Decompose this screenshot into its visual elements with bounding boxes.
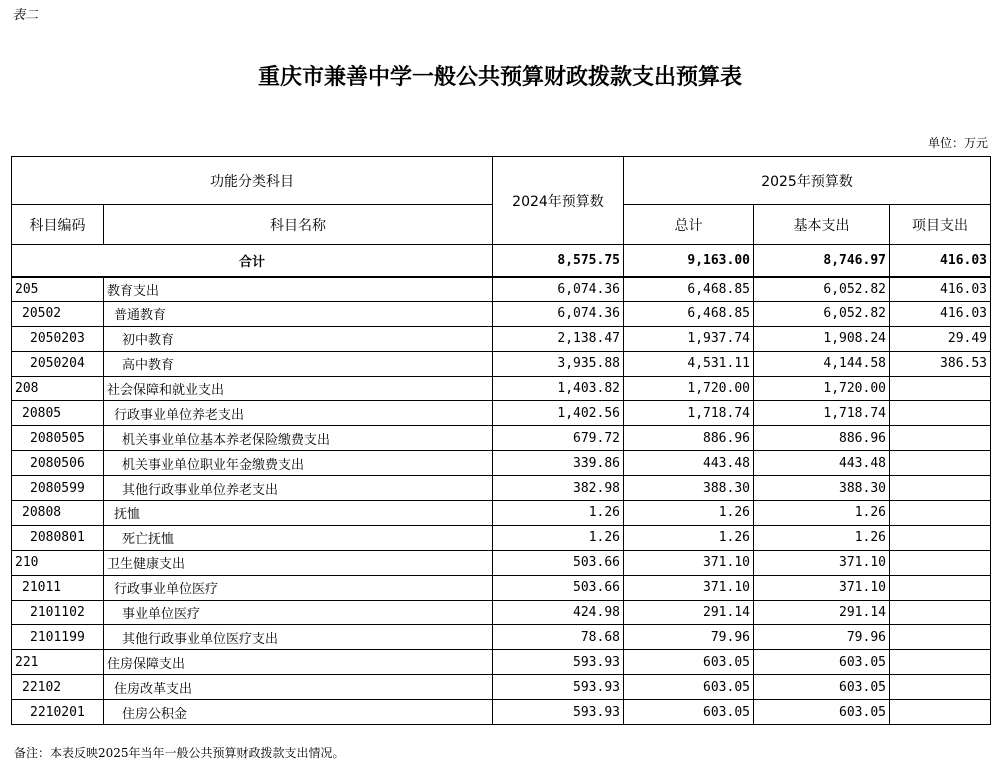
header-prev-budget: 2024年预算数 bbox=[493, 157, 624, 245]
total-row bbox=[12, 245, 991, 277]
row-code: 2210201 bbox=[12, 700, 104, 725]
row-project bbox=[890, 700, 991, 725]
row-project bbox=[890, 525, 991, 550]
row-name: 机关事业单位基本养老保险缴费支出 bbox=[104, 426, 493, 451]
row-project bbox=[890, 550, 991, 575]
row-prev: 78.68 bbox=[493, 625, 624, 650]
row-total: 1,718.74 bbox=[624, 401, 754, 426]
row-prev: 424.98 bbox=[493, 600, 624, 625]
row-prev: 1,402.56 bbox=[493, 401, 624, 426]
row-prev: 503.66 bbox=[493, 550, 624, 575]
row-basic: 1,908.24 bbox=[754, 326, 890, 351]
row-name: 事业单位医疗 bbox=[104, 600, 493, 625]
row-code: 22102 bbox=[12, 675, 104, 700]
row-basic: 603.05 bbox=[754, 675, 890, 700]
row-prev: 1.26 bbox=[493, 525, 624, 550]
row-total: 443.48 bbox=[624, 451, 754, 476]
row-name: 普通教育 bbox=[104, 301, 493, 326]
row-basic: 1,720.00 bbox=[754, 376, 890, 401]
row-project bbox=[890, 600, 991, 625]
header-curr-budget: 2025年预算数 bbox=[624, 157, 991, 205]
row-prev: 6,074.36 bbox=[493, 277, 624, 302]
table-row bbox=[12, 451, 991, 476]
table-row bbox=[12, 351, 991, 376]
page-title: 重庆市兼善中学一般公共预算财政拨款支出预算表 bbox=[257, 65, 742, 90]
row-basic: 1.26 bbox=[754, 501, 890, 526]
row-project bbox=[890, 401, 991, 426]
row-prev: 3,935.88 bbox=[493, 351, 624, 376]
row-basic: 371.10 bbox=[754, 575, 890, 600]
row-basic: 443.48 bbox=[754, 451, 890, 476]
row-project bbox=[890, 501, 991, 526]
row-prev: 2,138.47 bbox=[493, 326, 624, 351]
row-basic: 886.96 bbox=[754, 426, 890, 451]
row-name: 死亡抚恤 bbox=[104, 525, 493, 550]
row-name: 其他行政事业单位医疗支出 bbox=[104, 625, 493, 650]
row-total: 603.05 bbox=[624, 700, 754, 725]
row-code: 20502 bbox=[12, 301, 104, 326]
total-prev: 8,575.75 bbox=[493, 245, 624, 277]
row-name: 抚恤 bbox=[104, 501, 493, 526]
row-basic: 6,052.82 bbox=[754, 301, 890, 326]
row-basic: 6,052.82 bbox=[754, 277, 890, 302]
header-total: 总计 bbox=[624, 205, 754, 245]
row-project bbox=[890, 476, 991, 501]
row-total: 1,720.00 bbox=[624, 376, 754, 401]
row-total: 1,937.74 bbox=[624, 326, 754, 351]
row-total: 1.26 bbox=[624, 501, 754, 526]
row-code: 21011 bbox=[12, 575, 104, 600]
table-row bbox=[12, 700, 991, 725]
row-total: 371.10 bbox=[624, 550, 754, 575]
table-row bbox=[12, 625, 991, 650]
total-label: 合计 bbox=[12, 245, 493, 277]
row-name: 行政事业单位养老支出 bbox=[104, 401, 493, 426]
table-row bbox=[12, 326, 991, 351]
row-total: 4,531.11 bbox=[624, 351, 754, 376]
row-prev: 1,403.82 bbox=[493, 376, 624, 401]
row-total: 886.96 bbox=[624, 426, 754, 451]
row-prev: 593.93 bbox=[493, 700, 624, 725]
header-basic: 基本支出 bbox=[754, 205, 890, 245]
row-code: 2050204 bbox=[12, 351, 104, 376]
table-row bbox=[12, 476, 991, 501]
row-total: 6,468.85 bbox=[624, 277, 754, 302]
row-name: 高中教育 bbox=[104, 351, 493, 376]
row-code: 210 bbox=[12, 550, 104, 575]
row-project: 416.03 bbox=[890, 301, 991, 326]
row-total: 603.05 bbox=[624, 675, 754, 700]
row-project bbox=[890, 650, 991, 675]
row-basic: 1.26 bbox=[754, 525, 890, 550]
table-row bbox=[12, 426, 991, 451]
row-code: 2050203 bbox=[12, 326, 104, 351]
row-prev: 339.86 bbox=[493, 451, 624, 476]
footnote: 备注：本表反映2025年当年一般公共预算财政拨款支出情况。 bbox=[14, 746, 345, 760]
budget-table bbox=[11, 156, 991, 725]
header-code: 科目编码 bbox=[12, 205, 104, 245]
row-code: 20805 bbox=[12, 401, 104, 426]
row-project bbox=[890, 675, 991, 700]
row-basic: 603.05 bbox=[754, 700, 890, 725]
row-name: 机关事业单位职业年金缴费支出 bbox=[104, 451, 493, 476]
table-row bbox=[12, 277, 991, 302]
row-code: 2080599 bbox=[12, 476, 104, 501]
row-code: 208 bbox=[12, 376, 104, 401]
row-basic: 603.05 bbox=[754, 650, 890, 675]
row-total: 371.10 bbox=[624, 575, 754, 600]
row-total: 603.05 bbox=[624, 650, 754, 675]
row-total: 6,468.85 bbox=[624, 301, 754, 326]
total-project: 416.03 bbox=[890, 245, 991, 277]
row-project bbox=[890, 625, 991, 650]
row-basic: 388.30 bbox=[754, 476, 890, 501]
row-name: 其他行政事业单位养老支出 bbox=[104, 476, 493, 501]
header-row-1 bbox=[12, 157, 991, 205]
row-prev: 593.93 bbox=[493, 650, 624, 675]
row-prev: 503.66 bbox=[493, 575, 624, 600]
header-name: 科目名称 bbox=[104, 205, 493, 245]
row-total: 388.30 bbox=[624, 476, 754, 501]
table-row bbox=[12, 600, 991, 625]
row-code: 2080506 bbox=[12, 451, 104, 476]
row-name: 初中教育 bbox=[104, 326, 493, 351]
row-name: 住房改革支出 bbox=[104, 675, 493, 700]
row-prev: 679.72 bbox=[493, 426, 624, 451]
row-code: 2080505 bbox=[12, 426, 104, 451]
row-prev: 6,074.36 bbox=[493, 301, 624, 326]
row-total: 291.14 bbox=[624, 600, 754, 625]
row-prev: 593.93 bbox=[493, 675, 624, 700]
row-total: 1.26 bbox=[624, 525, 754, 550]
total-basic: 8,746.97 bbox=[754, 245, 890, 277]
row-name: 住房保障支出 bbox=[104, 650, 493, 675]
table-row bbox=[12, 575, 991, 600]
header-project: 项目支出 bbox=[890, 205, 991, 245]
row-project bbox=[890, 575, 991, 600]
row-project bbox=[890, 376, 991, 401]
table-row bbox=[12, 301, 991, 326]
row-code: 205 bbox=[12, 277, 104, 302]
row-basic: 291.14 bbox=[754, 600, 890, 625]
table-row bbox=[12, 376, 991, 401]
table-row bbox=[12, 650, 991, 675]
row-code: 2080801 bbox=[12, 525, 104, 550]
table-row bbox=[12, 550, 991, 575]
row-project: 416.03 bbox=[890, 277, 991, 302]
row-total: 79.96 bbox=[624, 625, 754, 650]
row-name: 住房公积金 bbox=[104, 700, 493, 725]
table-row bbox=[12, 501, 991, 526]
table-number-label: 表二 bbox=[12, 8, 39, 23]
row-project bbox=[890, 451, 991, 476]
row-project: 386.53 bbox=[890, 351, 991, 376]
row-basic: 371.10 bbox=[754, 550, 890, 575]
row-prev: 382.98 bbox=[493, 476, 624, 501]
row-name: 行政事业单位医疗 bbox=[104, 575, 493, 600]
row-basic: 4,144.58 bbox=[754, 351, 890, 376]
table-row bbox=[12, 675, 991, 700]
row-name: 社会保障和就业支出 bbox=[104, 376, 493, 401]
row-project bbox=[890, 426, 991, 451]
row-code: 2101102 bbox=[12, 600, 104, 625]
row-code: 221 bbox=[12, 650, 104, 675]
row-name: 教育支出 bbox=[104, 277, 493, 302]
row-basic: 79.96 bbox=[754, 625, 890, 650]
table-row bbox=[12, 525, 991, 550]
row-code: 2101199 bbox=[12, 625, 104, 650]
total-total: 9,163.00 bbox=[624, 245, 754, 277]
row-project: 29.49 bbox=[890, 326, 991, 351]
row-basic: 1,718.74 bbox=[754, 401, 890, 426]
header-func-category: 功能分类科目 bbox=[12, 157, 493, 205]
row-name: 卫生健康支出 bbox=[104, 550, 493, 575]
unit-label: 单位：万元 bbox=[927, 136, 988, 150]
row-code: 20808 bbox=[12, 501, 104, 526]
table-row bbox=[12, 401, 991, 426]
row-prev: 1.26 bbox=[493, 501, 624, 526]
